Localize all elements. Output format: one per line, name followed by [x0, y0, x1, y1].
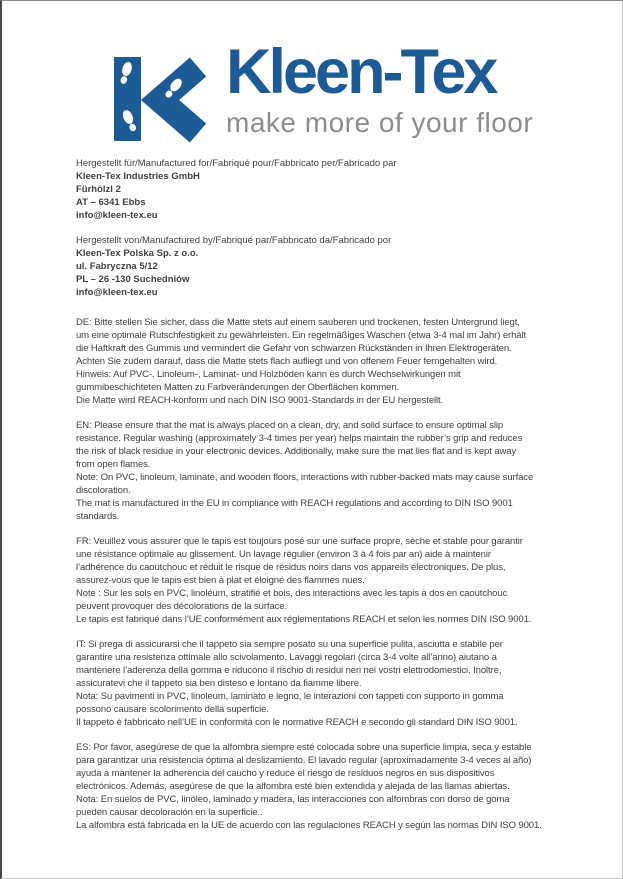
- text-line: ayuda a mantener la adherencia del caucho y reduce el riesgo de residuos negros en sus dispositivos: [76, 768, 495, 779]
- text-line: die Haftkraft des Gummis und vermindert die Gefahr von schwarzen Rückständen in Ihren Elektrogeräten.: [76, 343, 512, 354]
- text-line: garantire una resistenza ottimale allo scivolamento. Lavaggi regolari (circa 3-4 volte all’anno) aiutano a: [76, 652, 497, 663]
- text-line: electrónicos. Además, asegúrese de que la alfombra esté bien extendida y alejada de las llamas abiertas.: [76, 781, 510, 792]
- text-line: possono causare scolorimento della superficie.: [76, 704, 269, 715]
- kleentex-k-footprints-icon: [114, 55, 214, 143]
- text-line: Nota: En suelos de PVC, linóleo, laminado y madera, las interacciones con alfombras con dorso de goma: [76, 794, 510, 805]
- city-address: AT – 6341 Ebbs: [76, 197, 146, 208]
- kleentex-logo: [114, 37, 622, 143]
- text-line: FR: Veuillez vous assurer que le tapis est toujours posé sur une surface propre, sèche et stable pour garantir: [76, 536, 523, 547]
- text-line: the risk of black residue in your electronic devices. Additionally, make sure the mat lies flat and is kept away: [76, 446, 517, 457]
- paragraph-en: [76, 419, 562, 523]
- text-line: assicuratevi che il tappeto sia ben disteso e lontano da fiamme libere.: [76, 678, 362, 689]
- logo-text: [226, 37, 534, 139]
- text-line: standards.: [76, 511, 120, 522]
- text-line: Le tapis est fabriqué dans l’UE conformément aux réglementations REACH et selon les normes DIN ISO 9001.: [76, 614, 532, 625]
- paragraph-it: [76, 638, 562, 729]
- manufactured-for-block: [76, 157, 562, 222]
- text-line: Nota: Su pavimenti in PVC, linoleum, laminato e legno, le interazioni con tappeti con supporto in gomma: [76, 691, 504, 702]
- text-line: ES: Por favor, asegúrese de que la alfombra siempre esté colocada sobre una superficie limpia, seca y estable: [76, 742, 532, 753]
- text-line: para garantizar una resistencia óptima al deslizamiento. El lavado regular (aproximadamente 3-4 veces al año): [76, 755, 532, 766]
- text-line: um eine optimale Rutschfestigkeit zu gewährleisten. Ein regelmäßiges Waschen (etwa 3-4 mal im Jahr) erhält: [76, 330, 526, 341]
- text-line: pueden causar decoloración en la superficie..: [76, 807, 263, 818]
- street-address: Fürhölzl 2: [76, 184, 121, 195]
- manufactured-by-block: [76, 234, 562, 299]
- text-line: IT: Si prega di assicurarsi che il tappeto sia sempre posato su una superficie pulita, asciutta e stabile per: [76, 639, 503, 650]
- email-address: info@kleen-tex.eu: [76, 287, 158, 298]
- text-line: l’adhérence du caoutchouc et réduit le risque de résidus noirs dans vos appareils électroniques. De plus,: [76, 562, 506, 573]
- paragraph-fr: [76, 535, 562, 626]
- text-line: resistance. Regular washing (approximately 3-4 times per year) helps maintain the rubber’s grip and reduces: [76, 433, 523, 444]
- text-line: une résistance optimale au glissement. Un lavage régulier (environ 3 à 4 fois par an) aide à maintenir: [76, 549, 491, 560]
- paragraph-es: [76, 741, 562, 832]
- text-line: Achten Sie zudem darauf, dass die Matte stets flach aufliegt und von offenem Feuer ferngehalten wird.: [76, 356, 498, 367]
- text-line: DE: Bitte stellen Sie sicher, dass die Matte stets auf einem sauberen und trockenen, festen Untergrund liegt,: [76, 317, 520, 328]
- text-line: peuvent provoquer des décolorations de la surface.: [76, 601, 288, 612]
- text-line: Hinweis: Auf PVC-, Linoleum-, Laminat- und Holzböden kann es durch Wechselwirkungen mit: [76, 369, 461, 380]
- text-line: EN: Please ensure that the mat is always placed on a clean, dry, and solid surface to ensure optimal slip: [76, 420, 504, 431]
- text-line: Die Matte wird REACH-konform und nach DIN ISO 9001-Standards in der EU hergestellt.: [76, 395, 444, 406]
- company-name: Kleen-Tex Polska Sp. z o.o.: [76, 248, 199, 259]
- text-line: The mat is manufactured in the EU in compliance with REACH regulations and according to DIN ISO 9001: [76, 498, 513, 509]
- text-line: Il tappeto è fabbricato nell’UE in conformità con le normative REACH e secondo gli standard DIN ISO 9001.: [76, 717, 518, 728]
- manufactured-by-header: Hergestellt von/Manufactured by/Fabriqué par/Fabbricato da/Fabricado por: [76, 235, 392, 246]
- manufactured-for-header: Hergestellt für/Manufactured for/Fabriqué pour/Fabbricato per/Fabricado par: [76, 158, 397, 169]
- company-name: Kleen-Tex Industries GmbH: [76, 171, 200, 182]
- text-line: mantenere l’aderenza della gomma e riducono il rischio di residui neri nei vostri elettrodomestici. Inoltre,: [76, 665, 502, 676]
- city-address: PL – 26 -130 Suchedniów: [76, 274, 190, 285]
- document-body: [76, 157, 562, 832]
- brand-name: Kleen-Tex: [226, 37, 496, 107]
- text-line: La alfombra está fabricada en la UE de acuerdo con las regulaciones REACH y según las normas DIN ISO 9001.: [76, 820, 542, 831]
- text-line: gummibeschichteten Matten zu Farbveränderungen der Oberflächen kommen.: [76, 382, 400, 393]
- paragraph-de: [76, 316, 562, 407]
- email-address: info@kleen-tex.eu: [76, 210, 158, 221]
- brand-tagline: make more of your floor: [226, 107, 534, 138]
- text-line: Note: On PVC, linoleum, laminate, and wooden floors, interactions with rubber-backed mats may cause surface: [76, 472, 534, 483]
- text-line: Note : Sur les sols en PVC, linoléum, stratifié et bois, des interactions avec les tapis à dos en caoutchouc: [76, 588, 508, 599]
- text-line: discoloration.: [76, 485, 131, 496]
- street-address: ul. Fabryczna 5/12: [76, 261, 158, 272]
- text-line: from open flames.: [76, 459, 151, 470]
- text-line: assurez-vous que le tapis est bien à plat et éloigné des flammes nues.: [76, 575, 365, 586]
